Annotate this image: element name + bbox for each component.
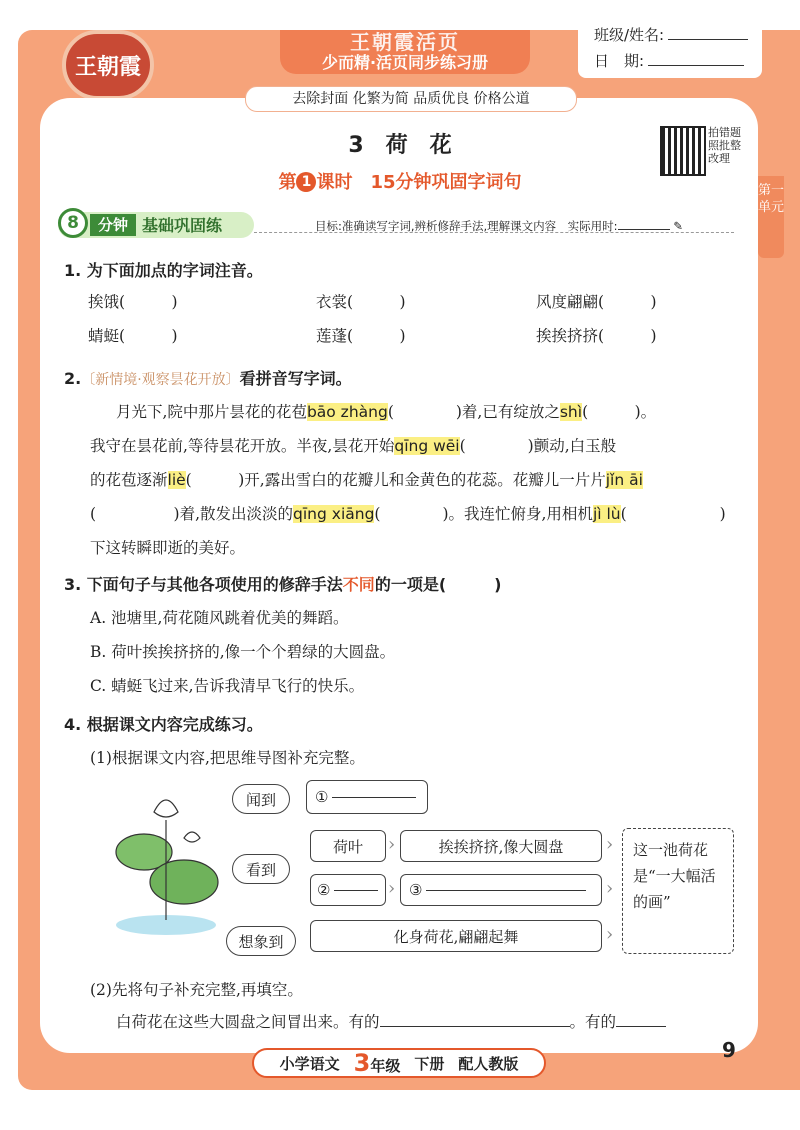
goal-divider — [254, 232, 734, 233]
mindmap-node-see — [232, 854, 290, 884]
q2-l2a: 我守在昙花前,等待昙花开放。半夜,昙花开始 — [90, 437, 395, 455]
q1-item-6[interactable]: 挨挨挤挤( ) — [536, 327, 657, 345]
q2-title — [64, 366, 352, 389]
q2-l1b[interactable]: ( )着,已有绽放之 — [387, 403, 560, 421]
q2-l4a[interactable]: ( )着,散发出淡淡的 — [90, 505, 294, 523]
q4-sub2: (2)先将句子补充完整,再填空。 — [90, 981, 303, 999]
lotus-bud — [184, 832, 200, 842]
q1-title: 1. 为下面加点的字词注音。 — [64, 261, 263, 280]
box-3-label: ③ — [409, 881, 423, 899]
name-row — [594, 24, 748, 45]
date-field[interactable] — [648, 65, 744, 66]
q4-line-b: 。有的 — [569, 1013, 617, 1031]
grade-number: 3 — [353, 1049, 371, 1077]
box-1-label: ① — [315, 788, 329, 806]
q2-line-1 — [116, 400, 656, 422]
pinyin-1: bāo zhàng — [306, 403, 388, 421]
goal-text: 目标:准确读写字词,辨析修辞手法,理解课文内容 实际用时: — [315, 219, 618, 233]
lesson-subtitle — [240, 168, 560, 194]
chevron-right-icon: › — [606, 878, 614, 899]
slogan: 去除封面 化繁为简 品质优良 价格公道 — [245, 86, 577, 112]
section-minutes-label: 分钟 — [90, 214, 136, 236]
mindmap-node-smell — [232, 784, 290, 814]
name-label: 班级/姓名: — [594, 26, 665, 44]
time-used-field[interactable] — [618, 229, 670, 230]
brand-logo — [62, 30, 154, 100]
box-2-label: ② — [317, 881, 331, 899]
date-label: 日 期: — [594, 52, 645, 70]
box-3-answer[interactable] — [426, 890, 586, 891]
q4-blank-1[interactable] — [380, 1026, 570, 1027]
lesson-title: 3 荷 花 — [348, 133, 452, 158]
footer-grade — [354, 1049, 401, 1077]
pinyin-4: liè — [167, 471, 186, 489]
chevron-right-icon: › — [606, 834, 614, 855]
mindmap-box-leaf-desc — [400, 830, 602, 862]
q2-title-text: 看拼音写字词。 — [239, 369, 352, 388]
pinyin-5: jǐn āi — [605, 471, 643, 489]
lotus-illustration — [110, 790, 222, 940]
leaf-desc: 挨挨挤挤,像大圆盘 — [438, 837, 564, 856]
q1-item-2[interactable]: 衣裳( ) — [316, 293, 406, 311]
q2-num: 2. — [64, 369, 82, 388]
q4-line-a: 白荷花在这些大圆盘之间冒出来。有的 — [116, 1013, 380, 1031]
q2-line-4 — [90, 502, 726, 524]
mindmap-box-2[interactable] — [310, 874, 386, 906]
q1-item-1[interactable]: 挨饿( ) — [88, 293, 178, 311]
mindmap-box-1[interactable] — [306, 780, 428, 814]
q1-item-3[interactable]: 风度翩翩( ) — [536, 293, 657, 311]
box-1-answer[interactable] — [332, 797, 416, 798]
name-field[interactable] — [668, 39, 748, 40]
q2-line-3 — [90, 468, 643, 490]
mindmap-conclusion — [622, 828, 734, 954]
q3-option-a[interactable]: A. 池塘里,荷花随风跳着优美的舞蹈。 — [90, 609, 349, 627]
mindmap-box-3[interactable] — [400, 874, 602, 906]
pinyin-6: qīng xiāng — [293, 505, 375, 523]
grade-label: 年级 — [370, 1057, 401, 1075]
q2-l3b[interactable]: ( )开,露出雪白的花瓣儿和金黄色的花蕊。花瓣儿一片片 — [185, 471, 606, 489]
pinyin-7: jì lù — [592, 505, 621, 523]
logo-text: 王朝霞 — [74, 53, 141, 80]
pencil-icon: ✎ — [669, 219, 683, 233]
q2-l4b[interactable]: ( )。我连忙俯身,用相机 — [374, 505, 593, 523]
brand-subtitle: 少而精·活页同步练习册 — [321, 53, 489, 72]
unit-side-tab — [758, 176, 784, 258]
chevron-right-icon: › — [388, 834, 396, 855]
q3-option-b[interactable]: B. 荷叶挨挨挤挤的,像一个个碧绿的大圆盘。 — [90, 643, 396, 661]
q2-tag: 〔新情境·观察昙花开放〕 — [81, 372, 240, 388]
section-minutes-number: 8 — [58, 208, 88, 238]
box-2-answer[interactable] — [334, 890, 378, 891]
lotus-flower — [154, 800, 178, 817]
q2-l3a: 的花苞逐渐 — [90, 471, 168, 489]
lesson-sub-prefix: 第 — [278, 172, 297, 193]
q4-fill-line — [116, 1010, 666, 1032]
q3-title-a: 3. 下面句子与其他各项使用的修辞手法 — [64, 575, 343, 594]
chevron-right-icon: › — [388, 878, 396, 899]
mindmap-box-imagine-desc — [310, 920, 602, 952]
q2-l1a: 月光下,院中那片昙花的花苞 — [116, 403, 307, 421]
name-date-box — [578, 20, 762, 78]
smell-label: 闻到 — [245, 790, 276, 809]
footer-badge — [252, 1048, 546, 1078]
lotus-leaf-2 — [150, 860, 218, 904]
footer-edition: 配人教版 — [458, 1054, 519, 1073]
lesson-sub-rest: 课时 15分钟巩固字词句 — [316, 172, 522, 193]
pinyin-2: shì — [559, 403, 583, 421]
qr-caption: 拍错题照批整改理 — [708, 126, 741, 165]
q2-line-2 — [90, 434, 616, 456]
q2-line-5: 下这转瞬即逝的美好。 — [90, 539, 246, 557]
q4-blank-2[interactable] — [616, 1026, 666, 1027]
mindmap-box-leaf — [310, 830, 386, 862]
qr-code-icon[interactable] — [660, 126, 706, 176]
chevron-right-icon: › — [606, 924, 614, 945]
pinyin-3: qīng wēi — [394, 437, 460, 455]
q3-title — [64, 572, 501, 595]
imagine-desc: 化身荷花,翩翩起舞 — [393, 927, 519, 946]
conclusion-text: 这一池荷花是“一大幅活的画” — [633, 841, 716, 911]
q3-option-c[interactable]: C. 蜻蜓飞过来,告诉我清早飞行的快乐。 — [90, 677, 365, 695]
q3-title-emphasis: 不同 — [342, 575, 375, 594]
date-row — [594, 50, 744, 71]
footer-subject: 小学语文 — [279, 1054, 340, 1073]
q3-answer-blank[interactable]: 的一项是( ) — [374, 575, 502, 594]
q2-l4c[interactable]: ( ) — [620, 505, 726, 523]
q4-sub1: (1)根据课文内容,把思维导图补充完整。 — [90, 749, 365, 767]
mindmap-node-imagine — [226, 926, 296, 956]
page-number: 9 — [722, 1038, 736, 1062]
lesson-number-badge: 1 — [296, 172, 316, 192]
unit-label: 第一单元 — [758, 183, 785, 215]
section-name: 基础巩固练 — [142, 216, 223, 235]
q1-item-5[interactable]: 莲蓬( ) — [316, 327, 406, 345]
brand-title: 王朝霞活页 — [350, 30, 460, 54]
q4-title: 4. 根据课文内容完成练习。 — [64, 715, 263, 734]
q1-item-4[interactable]: 蜻蜓( ) — [88, 327, 178, 345]
imagine-label: 想象到 — [238, 932, 284, 951]
footer-term: 下册 — [414, 1054, 445, 1073]
q2-l2b[interactable]: ( )颤动,白玉般 — [459, 437, 617, 455]
q2-l1c[interactable]: ( )。 — [582, 403, 657, 421]
see-label: 看到 — [245, 860, 276, 879]
leaf-label: 荷叶 — [332, 837, 363, 856]
